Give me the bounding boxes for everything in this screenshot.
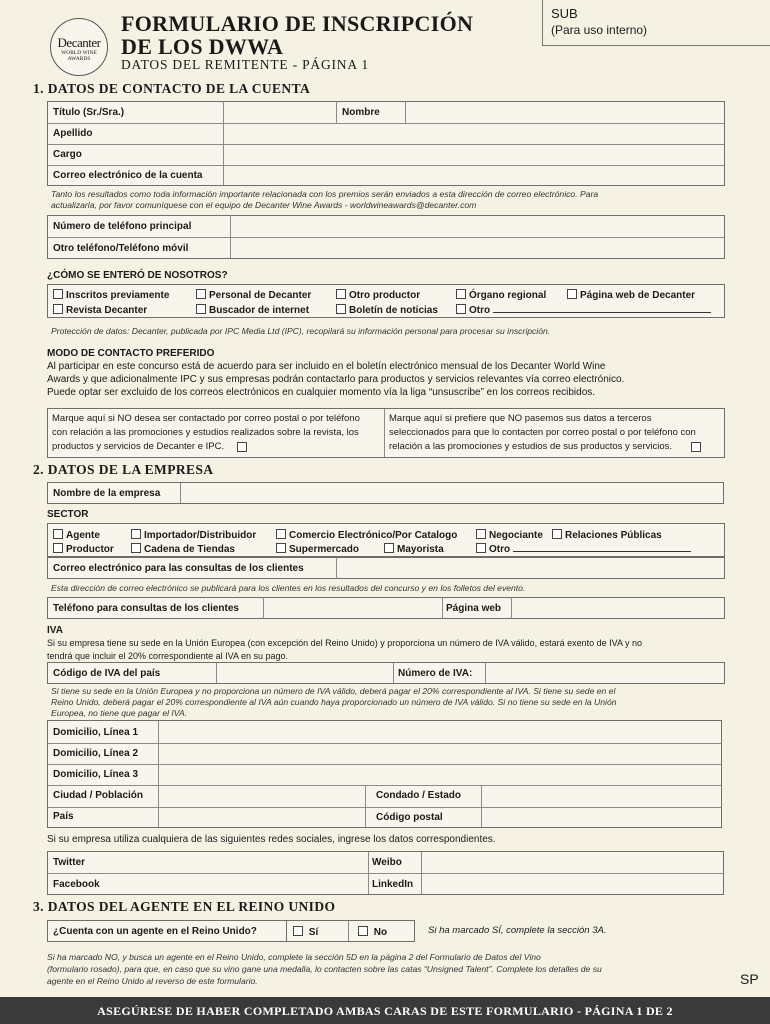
vat-note: Reino Unido, deberá pagar el 20% correspondiente al IVA aún cuando haya proporcionado un número de IVA válido. Si no tiene su sede en la Unión [51, 697, 617, 707]
option-search-engine[interactable]: Buscador de internet [196, 304, 309, 316]
checkbox-icon [552, 529, 562, 539]
vat-text: Si su empresa tiene su sede en la Unión Europea (con excepción del Reino Unido) y proporciona un número de IVA válido, estará exento de IVA y no [47, 638, 643, 648]
section-3-heading: 3. DATOS DEL AGENTE EN EL REINO UNIDO [33, 899, 336, 914]
company-name-input[interactable] [181, 483, 723, 503]
option-other-producer[interactable]: Otro productor [336, 289, 420, 301]
footer-reminder: ASEGÚRESE DE HABER COMPLETADO AMBAS CARAS DE ESTE FORMULARIO - PÁGINA 1 DE 2 [97, 1004, 673, 1018]
other-source-input[interactable] [493, 312, 711, 313]
title-input[interactable] [224, 102, 336, 123]
customer-email-input[interactable] [337, 558, 724, 578]
checkbox-icon [336, 304, 346, 314]
checkbox-icon [456, 289, 466, 299]
sector-options [47, 523, 725, 557]
form-subtitle: DATOS DEL REMITENTE - PÁGINA 1 [121, 57, 369, 72]
county-input[interactable] [482, 786, 721, 807]
option-other[interactable]: Otro [456, 304, 711, 316]
preferred-contact-text: Awards y que adicionalmente IPC y sus empresas podrán contactarlo para productos y servicios relevantes vía correo electrónico. [47, 374, 625, 385]
internal-use-label: (Para uso interno) [551, 23, 648, 37]
logo-subtext: AWARDS [67, 56, 91, 62]
email-note: actualizarla, por favor comuníquese con el equipo de Decanter Wine Awards - worldwineawards@decanter.com [51, 200, 477, 210]
internal-use-box [542, 0, 770, 46]
preferred-contact-text: Puede optar ser excluido de los correos electrónicos en cualquier momento vía la liga “unsuscribe” en los correos recibidos. [47, 387, 596, 398]
sector-other[interactable]: Otro [476, 543, 691, 555]
other-sector-input[interactable] [513, 551, 691, 552]
surname-label: Apellido [53, 128, 93, 139]
form-title-line2: DE LOS DWWA [121, 34, 284, 59]
customer-phone-label: Teléfono para consultas de los clientes [53, 603, 239, 614]
checkbox-icon [196, 304, 206, 314]
checkbox-icon [358, 926, 368, 936]
preferred-contact-text: Al participar en este concurso está de acuerdo para ser incluido en el boletín electrónico mensual de los Decanter World Wine [47, 361, 606, 372]
position-input[interactable] [224, 145, 724, 165]
checkbox-icon [53, 304, 63, 314]
section-2-heading: 2. DATOS DE LA EMPRESA [33, 462, 214, 477]
address-line-2-input[interactable] [159, 744, 721, 764]
sector-wholesaler[interactable]: Mayorista [384, 543, 444, 555]
address-line-2-label: Domicilio, Línea 2 [53, 748, 139, 759]
checkbox-icon [131, 529, 141, 539]
option-newsletter[interactable]: Boletín de noticias [336, 304, 438, 316]
facebook-input[interactable] [106, 874, 368, 894]
footer-bar [0, 997, 770, 1024]
sector-pr[interactable]: Relaciones Públicas [552, 529, 662, 541]
form-title: FORMULARIO DE INSCRIPCIÓN [121, 11, 474, 36]
sub-label: SUB [551, 6, 578, 21]
vat-number-label: Número de IVA: [398, 668, 473, 679]
sector-producer[interactable]: Productor [53, 543, 114, 555]
customer-email-row [47, 557, 725, 579]
uk-agent-yes[interactable]: Sí [293, 926, 318, 938]
vat-number-input[interactable] [486, 663, 724, 683]
twitter-input[interactable] [106, 852, 368, 873]
opt-out-table [47, 408, 725, 458]
main-phone-input[interactable] [231, 216, 724, 237]
address-line-3-label: Domicilio, Línea 3 [53, 769, 139, 780]
social-media-intro: Si su empresa utiliza cualquiera de las siguientes redes sociales, ingrese los datos correspondientes. [47, 834, 496, 845]
country-label: País [53, 811, 74, 822]
sector-heading: SECTOR [47, 509, 89, 520]
county-label: Condado / Estado [376, 790, 461, 801]
uk-agent-no-note: Si ha marcado NO, y busca un agente en el Reino Unido, complete la sección 5D en la página 2 del Formulario de Datos del Vino [47, 952, 541, 962]
twitter-label: Twitter [53, 857, 86, 868]
contact-details-table [47, 101, 725, 186]
how-heard-options [47, 284, 725, 318]
decanter-logo [50, 18, 108, 76]
weibo-input[interactable] [422, 852, 723, 873]
facebook-label: Facebook [53, 879, 100, 890]
sector-ecommerce[interactable]: Comercio Electrónico/Por Catalogo [276, 529, 457, 541]
customer-email-note: Esta dirección de correo electrónico se publicará para los clientes en los resultados del concurso y en los folletos del evento. [51, 583, 526, 593]
vat-heading: IVA [47, 625, 63, 636]
option-decanter-website[interactable]: Página web de Decanter [567, 289, 695, 301]
sector-supermarket[interactable]: Supermercado [276, 543, 359, 555]
account-email-input[interactable] [224, 166, 724, 186]
position-label: Cargo [53, 149, 82, 160]
customer-email-label: Correo electrónico para las consultas de los clientes [53, 563, 304, 574]
company-name-label: Nombre de la empresa [53, 488, 161, 499]
how-heard-question: ¿CÓMO SE ENTERÓ DE NOSOTROS? [47, 270, 228, 281]
opt-out-third-party-text: seleccionados para que lo contacten por correo postal o por teléfono con [389, 427, 696, 438]
city-input[interactable] [159, 786, 365, 807]
opt-out-third-party-text: relación a las promociones y estudios de sus productos y servicios. [389, 441, 673, 452]
vat-row [47, 662, 725, 684]
vat-country-code-label: Código de IVA del país [53, 668, 161, 679]
postcode-label: Código postal [376, 812, 443, 823]
checkbox-icon [293, 926, 303, 936]
uk-agent-no-note: (formulario rosado), para que, en caso que su vino gane una medalla, lo contacten sobre las catas “Unsigned Talent”. Complete los detalles de su [47, 964, 602, 974]
address-table [47, 720, 722, 828]
opt-out-postal-text: con relación a las promociones y estudios realizados sobre la revista, los [52, 427, 359, 438]
checkbox-icon [336, 289, 346, 299]
uk-agent-no-note: agente en el Reino Unido al reverso de este formulario. [47, 976, 258, 986]
checkbox-icon [276, 543, 286, 553]
first-name-label: Nombre [342, 107, 380, 118]
sector-agent[interactable]: Agente [53, 529, 100, 541]
country-input[interactable] [159, 808, 365, 827]
uk-agent-question-box [47, 920, 287, 942]
website-label: Página web [446, 603, 502, 614]
section-1-heading: 1. DATOS DE CONTACTO DE LA CUENTA [33, 81, 311, 96]
checkbox-icon [131, 543, 141, 553]
other-phone-label: Otro teléfono/Teléfono móvil [53, 243, 189, 254]
vat-country-code-input[interactable] [217, 663, 393, 683]
uk-agent-no[interactable]: No [358, 926, 387, 938]
option-decanter-staff[interactable]: Personal de Decanter [196, 289, 311, 301]
preferred-contact-heading: MODO DE CONTACTO PREFERIDO [47, 348, 215, 359]
other-phone-input[interactable] [231, 238, 724, 259]
opt-out-postal-text: productos y servicios de Decanter e IPC. [52, 441, 225, 452]
city-label: Ciudad / Población [53, 790, 144, 801]
privacy-note: Protección de datos: Decanter, publicada por IPC Media Ltd (IPC), recopilará su información personal para procesar su inscripción. [51, 326, 551, 336]
first-name-input[interactable] [406, 102, 724, 123]
checkbox-icon [276, 529, 286, 539]
sector-negociant[interactable]: Negociante [476, 529, 543, 541]
sector-importer[interactable]: Importador/Distribuidor [131, 529, 256, 541]
option-decanter-magazine[interactable]: Revista Decanter [53, 304, 147, 316]
linkedin-label: LinkedIn [372, 879, 414, 890]
surname-input[interactable] [224, 124, 724, 144]
vat-note: Si tiene su sede en la Unión Europea y no proporciona un número de IVA válido, deberá pagar el 20% correspondiente al IVA. Si tiene su sede en el [51, 686, 616, 696]
option-regional-body[interactable]: Órgano regional [456, 289, 546, 301]
opt-out-third-party-checkbox[interactable] [691, 442, 701, 452]
option-registered-before[interactable]: Inscritos previamente [53, 289, 169, 301]
opt-out-third-party-text: Marque aquí si prefiere que NO pasemos sus datos a terceros [389, 413, 652, 424]
main-phone-label: Número de teléfono principal [53, 221, 192, 232]
uk-agent-question: ¿Cuenta con un agente en el Reino Unido? [53, 926, 257, 937]
checkbox-icon [456, 304, 466, 314]
checkbox-icon [384, 543, 394, 553]
language-code: SP [740, 971, 759, 987]
checkbox-icon [476, 543, 486, 553]
checkbox-icon [476, 529, 486, 539]
uk-agent-answers [287, 920, 415, 942]
checkbox-icon [53, 543, 63, 553]
uk-agent-yes-note: Si ha marcado SÍ, complete la sección 3A. [428, 925, 607, 936]
opt-out-postal-checkbox[interactable] [237, 442, 247, 452]
company-name-row [47, 482, 724, 504]
checkbox-icon [53, 529, 63, 539]
checkbox-icon [53, 289, 63, 299]
opt-out-postal-text: Marque aquí si NO desea ser contactado por correo postal o por teléfono [52, 413, 360, 424]
address-line-1-input[interactable] [159, 721, 721, 743]
account-email-label: Correo electrónico de la cuenta [53, 170, 203, 181]
checkbox-icon [196, 289, 206, 299]
address-line-3-input[interactable] [159, 765, 721, 785]
customer-phone-input[interactable] [264, 598, 442, 618]
customer-phone-row [47, 597, 725, 619]
vat-note: Europea, no tiene que pagar el IVA. [51, 708, 188, 718]
postcode-input[interactable] [482, 808, 721, 827]
linkedin-input[interactable] [422, 874, 723, 894]
website-input[interactable] [512, 598, 724, 618]
phone-table [47, 215, 725, 259]
social-media-table [47, 851, 724, 895]
logo-text: Decanter [57, 35, 101, 50]
checkbox-icon [567, 289, 577, 299]
email-note: Tanto los resultados como toda información importante relacionada con los premios serán enviados a esta dirección de correo electrónico. Para [51, 189, 599, 199]
vat-text: tendrá que incluir el 20% correspondiente al IVA en su pago. [47, 651, 288, 661]
title-label: Título (Sr./Sra.) [53, 107, 125, 118]
address-line-1-label: Domicilio, Línea 1 [53, 727, 139, 738]
sector-retail-chain[interactable]: Cadena de Tiendas [131, 543, 235, 555]
logo-subtext: WORLD WINE [61, 50, 97, 56]
weibo-label: Weibo [372, 857, 402, 868]
